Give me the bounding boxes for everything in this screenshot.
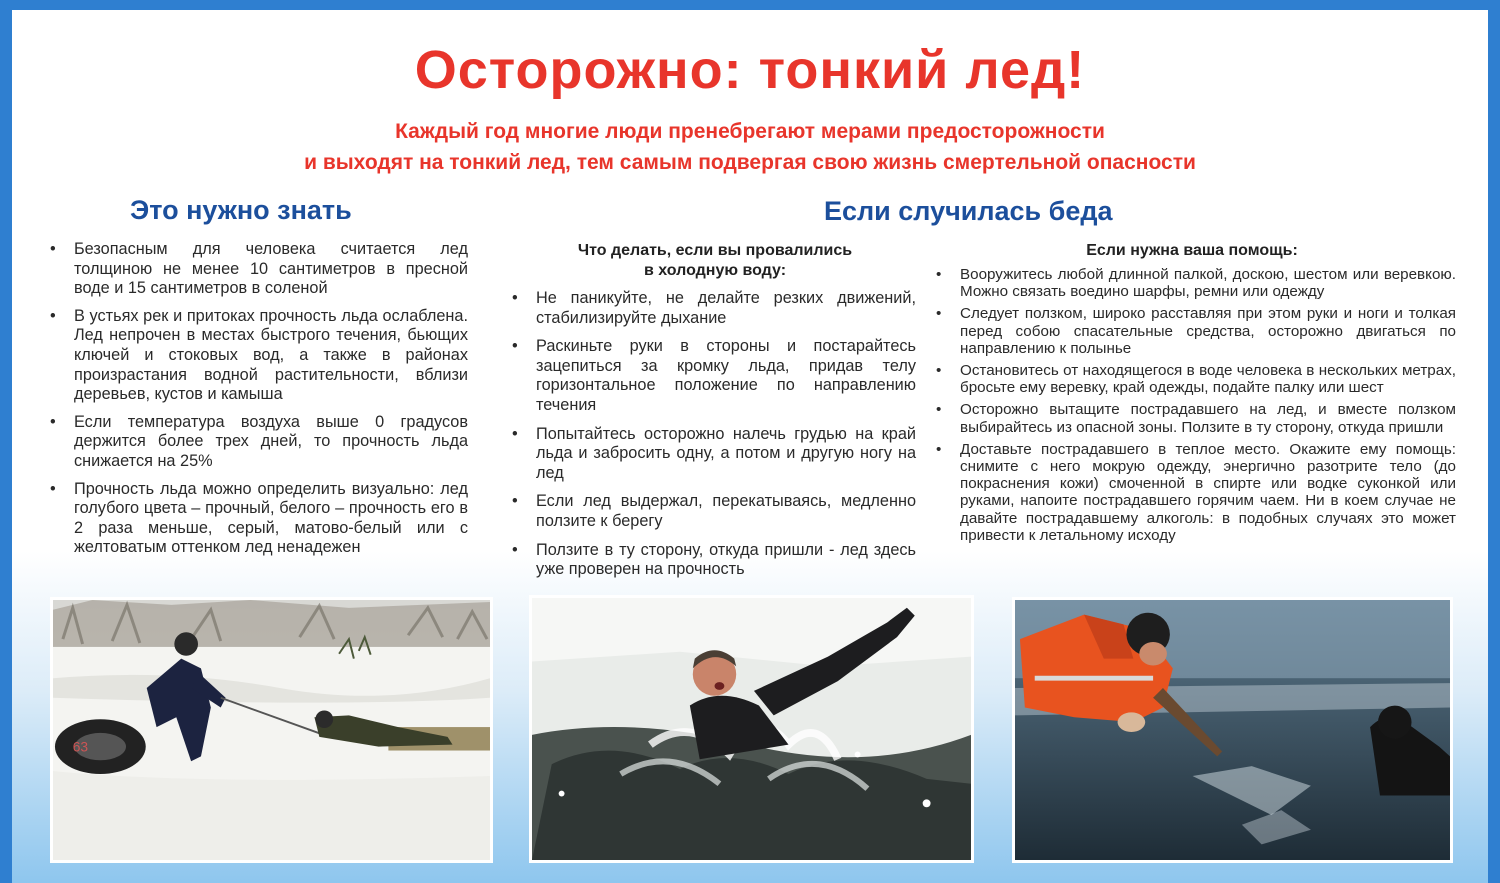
list-item: • Безопасным для человека считается лед толщиною не менее 10 сантиметров в пресной воде и 15 сантиметров в соленой — [48, 240, 468, 299]
section-heading-know: Это нужно знать — [130, 195, 352, 225]
page-subtitle — [12, 116, 1488, 178]
person-in-water-illustration — [532, 598, 971, 860]
list-item: • Раскиньте руки в стороны и постарайтесь зацепиться за кромку льда, придав телу горизонтальное положение по направлению течения — [510, 337, 916, 415]
list-item: • Остановитесь от находящегося в воде человека в нескольких метрах, бросьте ему веревку, край одежды, подайте палку или шест — [934, 362, 1456, 396]
subtitle-line-2: и выходят на тонкий лед, тем самым подвергая свою жизнь смертельной опасности — [304, 151, 1196, 174]
poster — [12, 10, 1488, 883]
list-item: • Доставьте пострадавшего в теплое место. Окажите ему помощь: снимите с него мокрую одежду, энергично разотрите тело (до покраснения кожи) смоченной в спирте или водке суконкой или руками, напоите пострадавшего горячим чаем. Ни в коем случае не давайте пострадавшему алкоголь: в подобных случаях это может привести к летальному исходу — [934, 441, 1456, 544]
subtitle-line-1: Каждый год многие люди пренебрегают мерами предосторожности — [395, 120, 1105, 143]
list-item: • Попытайтесь осторожно налечь грудью на край льда и забросить одну, а потом и другую ногу на лед — [510, 425, 916, 484]
photo-rescuer-helping — [1012, 597, 1453, 863]
photo-person-in-water — [529, 595, 974, 863]
list-item: • Если лед выдержал, перекатываясь, медленно ползите к берегу — [510, 492, 916, 531]
list-item: • Прочность льда можно определить визуально: лед голубого цвета – прочный, белого – прочность его в 2 раза меньше, серый, матово-белый или с желтоватым оттенком лед ненадежен — [48, 480, 468, 558]
photo-rope-rescue — [50, 597, 493, 863]
list-item: • Не паникуйте, не делайте резких движений, стабилизируйте дыхание — [510, 289, 916, 328]
list-item: • Вооружитесь любой длинной палкой, доскою, шестом или веревкою. Можно связать воедино шарфы, ремни или одежду — [934, 266, 1456, 300]
section-heading-trouble: Если случилась беда — [824, 196, 1113, 226]
rescuer-illustration — [1015, 600, 1450, 860]
list-item: • Следует ползком, широко расставляя при этом руки и ноги и толкая перед собою спасательные средства, осторожно двигаться по направлению к полынье — [934, 305, 1456, 357]
help-heading: Если нужна ваша помощь: — [1086, 242, 1298, 259]
page-title: Осторожно: тонкий лед! — [414, 40, 1086, 100]
fell-in-list — [510, 289, 916, 589]
list-item: • Если температура воздуха выше 0 градусов держится более трех дней, то прочность льда снижается на 25% — [48, 413, 468, 472]
list-item: • Осторожно вытащите пострадавшего на лед, и вместе ползком выбирайтесь из опасной зоны. Ползите в ту сторону, откуда пришли — [934, 401, 1456, 435]
help-list — [934, 266, 1456, 549]
list-item: • Ползите в ту сторону, откуда пришли - лед здесь уже проверен на прочность — [510, 541, 916, 580]
know-list — [48, 240, 468, 566]
tire-number: 63 — [72, 739, 89, 755]
fell-in-heading — [520, 241, 910, 281]
rope-rescue-illustration — [53, 600, 490, 860]
fell-in-heading-line-1: Что делать, если вы провалились — [577, 242, 853, 259]
list-item: • В устьях рек и притоках прочность льда ослаблена. Лед непрочен в местах быстрого течения, бьющих ключей и стоковых вод, а также в районах произрастания водной растительности, вблизи деревьев, кустов и камыша — [48, 307, 468, 405]
fell-in-heading-line-2: в холодную воду: — [643, 262, 787, 279]
